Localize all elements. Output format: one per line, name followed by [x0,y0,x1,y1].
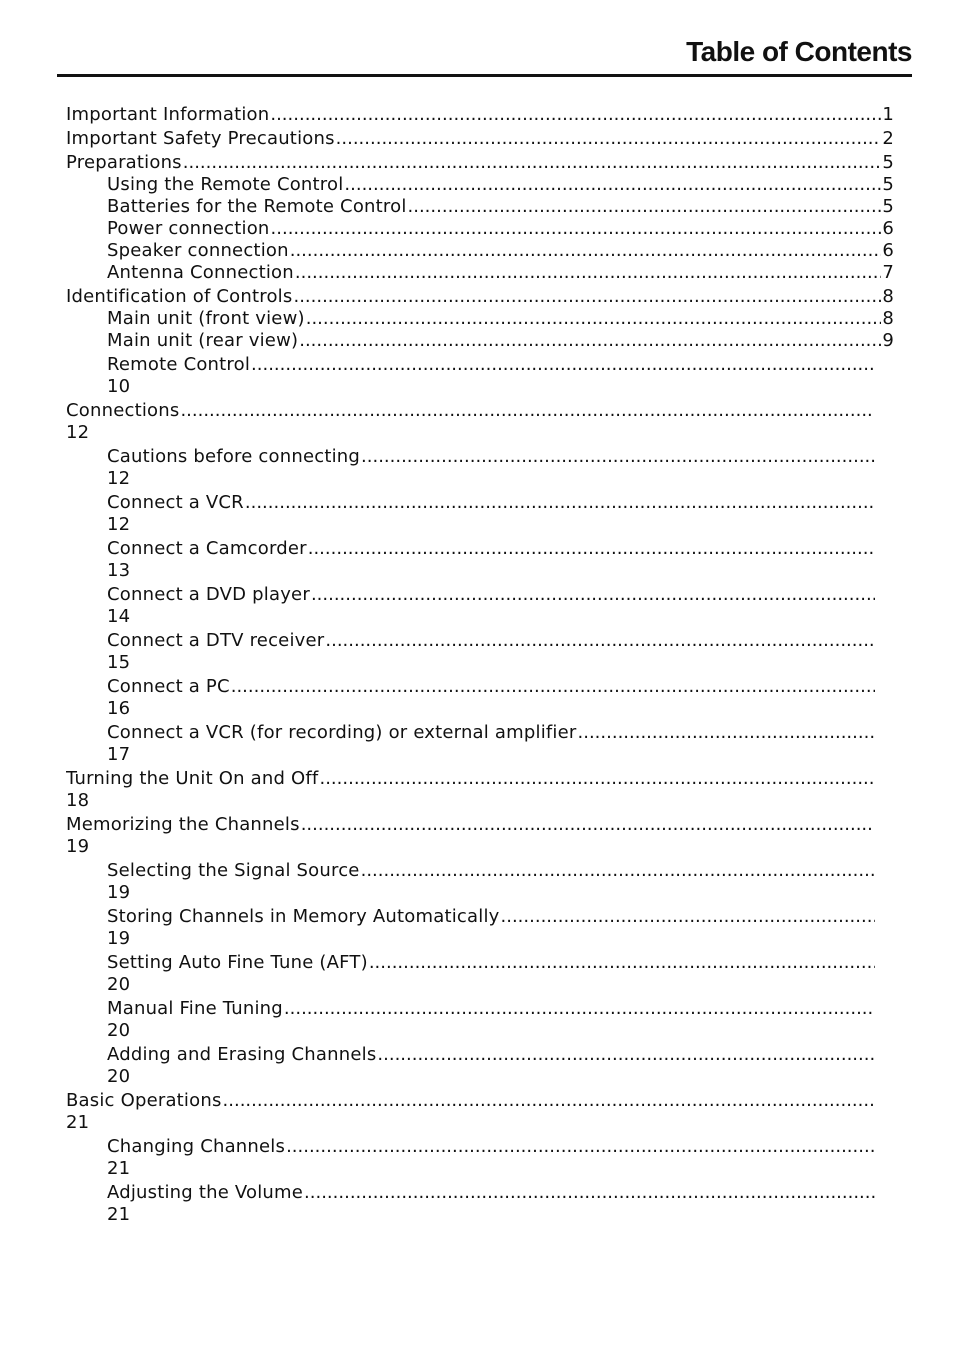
toc-entry-title: Changing Channels [107,1136,286,1157]
toc-entry[interactable] [66,1090,894,1134]
dot-leader [578,722,875,744]
dot-leader [286,1136,875,1158]
toc-entry[interactable] [66,1044,894,1088]
toc-entry-title: Power connection [107,218,270,239]
toc-entry-title: Connect a VCR [107,492,244,513]
toc-entry-page: 20 [107,1020,131,1041]
dot-leader [325,630,875,652]
toc-entry-page: 10 [107,376,131,397]
toc-entry-title: Adjusting the Volume [107,1182,304,1203]
toc-entry-title: Connect a PC [107,676,230,697]
toc-entry-title: Main unit (rear view) [107,330,299,351]
dot-leader [319,768,873,790]
dot-leader [301,814,873,836]
toc-entry-title: Remote Control [107,354,251,375]
dot-leader [251,354,875,376]
dot-leader [299,330,881,352]
toc-entry[interactable] [66,152,894,174]
toc-entry[interactable] [66,860,894,904]
toc-entry-page: 8 [882,308,894,329]
toc-entry[interactable] [66,1136,894,1180]
toc-entry-title: Setting Auto Fine Tune (AFT) [107,952,368,973]
toc-entry-page: 5 [882,174,894,195]
toc-entry[interactable] [66,286,894,308]
toc-entry-page: 12 [107,514,131,535]
dot-leader [304,1182,875,1204]
toc-entry[interactable] [66,128,894,150]
toc-entry-page: 19 [107,928,131,949]
toc-entry-title: Identification of Controls [66,286,293,307]
toc-entry-title: Basic Operations [66,1090,222,1111]
toc-entry[interactable] [66,814,894,858]
toc-entry-page: 21 [66,1112,90,1133]
toc-entry-title: Important Information [66,104,270,125]
dot-leader [295,262,881,284]
toc-entry[interactable] [66,722,894,766]
toc-entry-page: 14 [107,606,131,627]
toc-entry[interactable] [66,768,894,812]
toc-entry[interactable] [66,354,894,398]
toc-entry-page: 9 [882,330,894,351]
toc-entry-title: Batteries for the Remote Control [107,196,407,217]
toc-entry-page: 21 [107,1204,131,1225]
dot-leader [223,1090,873,1112]
dot-leader [336,128,882,150]
toc-entry-title: Connections [66,400,180,421]
toc-entry-title: Connect a Camcorder [107,538,307,559]
toc-entry-page: 6 [882,240,894,261]
toc-entry-title: Cautions before connecting [107,446,361,467]
dot-leader [308,538,875,560]
toc-entry[interactable] [66,196,894,218]
toc-entry-title: Selecting the Signal Source [107,860,360,881]
toc-entry[interactable] [66,308,894,330]
toc-entry[interactable] [66,630,894,674]
dot-leader [245,492,875,514]
toc-entry[interactable] [66,538,894,582]
toc-entry-page: 2 [882,128,894,149]
dot-leader [361,446,875,468]
toc-entry-page: 1 [882,104,894,125]
page-title: Table of Contents [686,36,912,67]
toc-entry-title: Manual Fine Tuning [107,998,283,1019]
toc-entry-page: 20 [107,974,131,995]
dot-leader [271,218,882,240]
dot-leader [306,308,882,330]
toc-entry-page: 7 [882,262,894,283]
dot-leader [311,584,875,606]
toc-entry[interactable] [66,446,894,490]
toc-entry[interactable] [66,400,894,444]
toc-entry-title: Connect a VCR (for recording) or external amplifier [107,722,577,743]
toc-entry-page: 13 [107,560,131,581]
toc-entry-page: 5 [882,152,894,173]
toc-entry-page: 19 [66,836,90,857]
toc-entry-title: Connect a DTV receiver [107,630,325,651]
toc-entry[interactable] [66,218,894,240]
toc-entry-page: 8 [882,286,894,307]
toc-entry-title: Speaker connection [107,240,289,261]
dot-leader [284,998,875,1020]
toc-entry-title: Storing Channels in Memory Automatically [107,906,500,927]
table-of-contents [66,104,894,1226]
toc-entry-page: 12 [66,422,90,443]
toc-entry[interactable] [66,952,894,996]
dot-leader [369,952,875,974]
toc-entry-title: Antenna Connection [107,262,294,283]
toc-entry[interactable] [66,240,894,262]
toc-entry[interactable] [66,1182,894,1226]
toc-entry-page: 15 [107,652,131,673]
toc-entry-title: Memorizing the Channels [66,814,300,835]
dot-leader [270,104,881,126]
dot-leader [231,676,875,698]
toc-entry-title: Preparations [66,152,182,173]
toc-entry-page: 17 [107,744,131,765]
dot-leader [293,286,881,308]
dot-leader [361,860,875,882]
toc-entry[interactable] [66,104,894,126]
toc-entry[interactable] [66,676,894,720]
toc-entry-page: 5 [882,196,894,217]
toc-entry-title: Connect a DVD player [107,584,310,605]
dot-leader [408,196,882,218]
dot-leader [501,906,875,928]
toc-entry-page: 6 [882,218,894,239]
toc-entry-title: Using the Remote Control [107,174,344,195]
dot-leader [183,152,882,174]
toc-entry[interactable] [66,262,894,284]
toc-entry-title: Turning the Unit On and Off [66,768,319,789]
toc-entry-page: 20 [107,1066,131,1087]
dot-leader [290,240,882,262]
toc-entry[interactable] [66,906,894,950]
toc-entry[interactable] [66,998,894,1042]
title-divider [57,74,912,77]
toc-entry-page: 12 [107,468,131,489]
dot-leader [344,174,881,196]
toc-entry[interactable] [66,330,894,352]
toc-entry[interactable] [66,492,894,536]
dot-leader [180,400,873,422]
toc-entry-title: Main unit (front view) [107,308,305,329]
toc-entry-page: 21 [107,1158,131,1179]
dot-leader [377,1044,875,1066]
toc-entry-page: 16 [107,698,131,719]
toc-entry-title: Important Safety Precautions [66,128,335,149]
toc-entry-title: Adding and Erasing Channels [107,1044,377,1065]
toc-entry-page: 18 [66,790,90,811]
toc-entry[interactable] [66,174,894,196]
toc-entry[interactable] [66,584,894,628]
toc-entry-page: 19 [107,882,131,903]
